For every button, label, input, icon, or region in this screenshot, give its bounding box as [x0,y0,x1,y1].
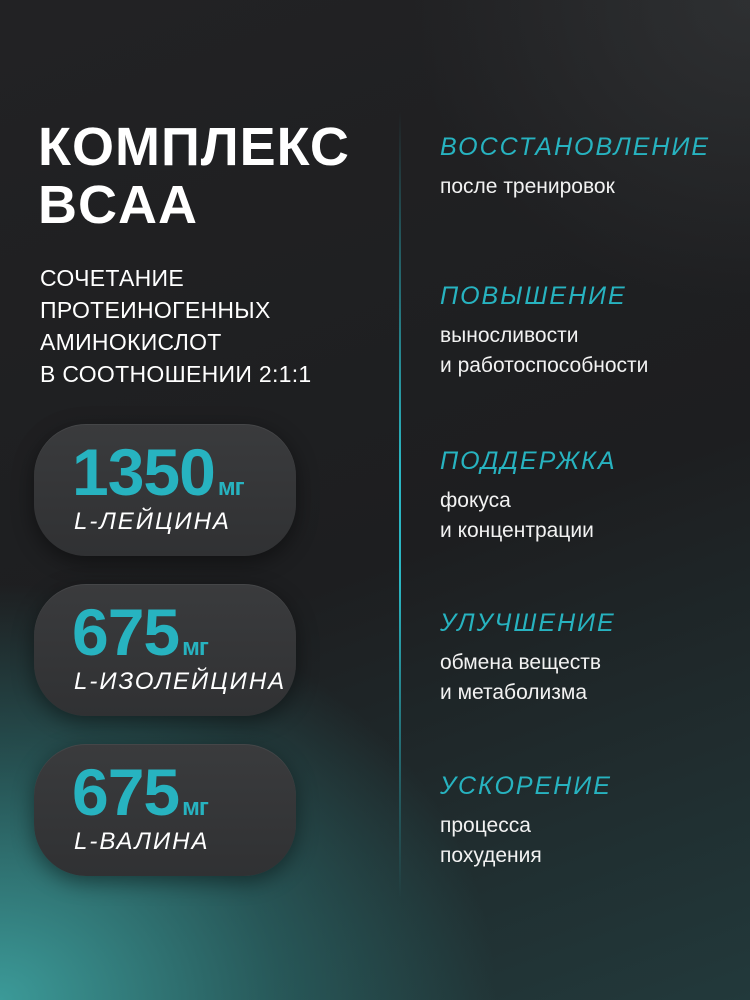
dose-card-leucine [34,424,296,556]
benefit-heading: ВОССТАНОВЛЕНИЕ [440,133,711,161]
benefit-body [440,486,740,546]
benefit-body [440,648,740,708]
benefit-endurance [440,281,740,381]
benefit-line: обмена веществ [440,651,602,674]
benefit-heading: УЛУЧШЕНИЕ [440,609,616,637]
dose-number: 675 [72,595,180,669]
benefit-line: и концентрации [440,519,594,542]
benefit-weight-loss [440,771,740,871]
subtitle [40,262,312,390]
dose-card-isoleucine [34,584,296,716]
subtitle-line-2: ПРОТЕИНОГЕННЫХ [40,297,271,323]
title-line-1: КОМПЛЕКС [38,117,350,177]
dose-unit: мг [217,474,244,501]
benefit-line: и работоспособности [440,354,649,377]
page-title [38,118,350,234]
vertical-divider [399,112,401,898]
benefit-line: после тренировок [440,175,615,198]
benefit-focus [440,446,740,546]
benefit-metabolism [440,608,740,708]
subtitle-line-3: АМИНОКИСЛОТ [40,329,222,355]
title-line-2: BCAA [38,175,198,235]
dose-name: L-ЛЕЙЦИНА [74,508,231,535]
benefit-heading: ПОВЫШЕНИЕ [440,282,627,310]
benefit-heading: ПОДДЕРЖКА [440,447,617,475]
benefit-heading: УСКОРЕНИЕ [440,772,612,800]
dose-name: L-ИЗОЛЕЙЦИНА [74,668,287,695]
dose-number: 675 [72,755,180,829]
benefit-line: процесса [440,814,531,837]
subtitle-line-4: В СООТНОШЕНИИ 2:1:1 [40,361,312,387]
benefit-line: и метаболизма [440,681,588,704]
benefit-body [440,321,740,381]
benefit-body [440,811,740,871]
dose-number: 1350 [72,435,215,509]
dose-unit: мг [182,634,208,661]
dose-unit: мг [182,794,208,821]
dose-card-valine [34,744,296,876]
benefit-body [440,172,740,202]
benefit-line: выносливости [440,324,579,347]
benefit-recovery [440,132,740,202]
subtitle-line-1: СОЧЕТАНИЕ [40,265,184,291]
benefit-line: похудения [440,844,542,867]
dose-name: L-ВАЛИНА [74,828,210,855]
benefit-line: фокуса [440,489,511,512]
